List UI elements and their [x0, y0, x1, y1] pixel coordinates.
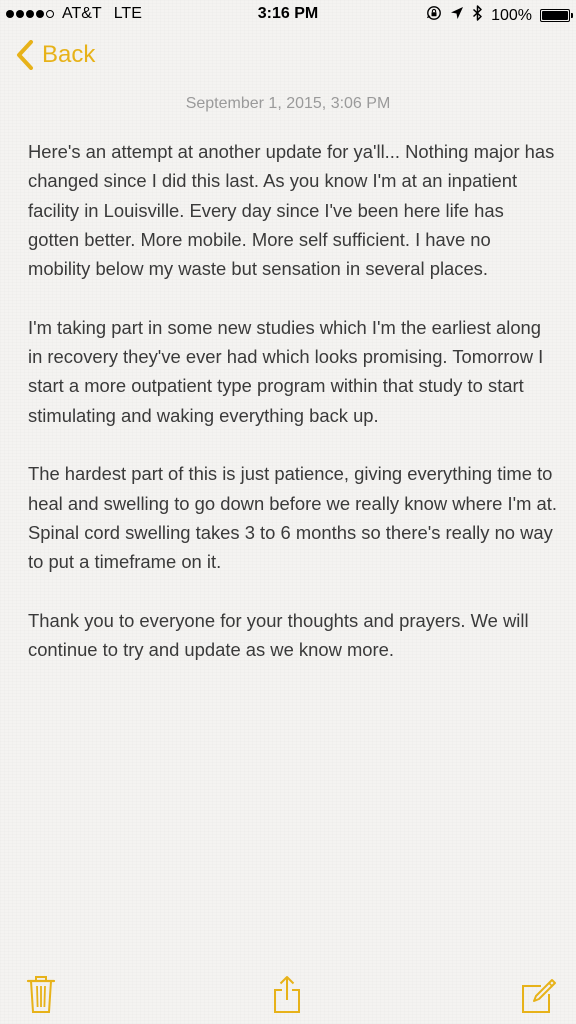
network-type: LTE [113, 5, 142, 22]
note-paragraph: Here's an attempt at another update for ya'll... Nothing major has changed since I did this last. As you know I'm at an inpatient facility in Louisville. Every day since I've been here life has gotten better. More mobile. More self sufficient. I have no mobility below my waste but sensation in several places. [28, 141, 555, 280]
note-paragraph: The hardest part of this is just patience, giving everything time to heal and swelling to go down before we really know where I'm at. Spinal cord swelling takes 3 to 6 months so there's really no way to put a timeframe on it. [28, 463, 557, 573]
status-time: 3:16 PM [257, 5, 319, 22]
note-paragraph: Thank you to everyone for your thoughts and prayers. We will continue to try and update as we know more. [28, 609, 529, 661]
carrier-name: AT&T [62, 5, 102, 22]
status-right [426, 5, 570, 26]
note-paragraph: I'm taking part in some new studies which I'm the earliest along in recovery they've ever had which looks promising. Tomorrow I start a more outpatient type program within that study to start stimulating and waking everything back up. [28, 316, 544, 426]
battery-percent: 100% [491, 6, 532, 24]
bottom-toolbar [0, 968, 576, 1024]
trash-icon[interactable] [26, 974, 56, 1014]
back-button[interactable] [16, 40, 95, 70]
note-date: September 1, 2015, 3:06 PM [185, 95, 391, 112]
share-icon[interactable] [272, 974, 302, 1014]
location-icon [450, 6, 464, 25]
compose-icon[interactable] [520, 974, 556, 1014]
status-bar [0, 0, 576, 30]
bluetooth-icon [472, 5, 483, 26]
back-label: Back [42, 41, 96, 68]
chevron-left-icon [16, 40, 34, 70]
rotation-lock-icon [426, 5, 442, 26]
note-body[interactable] [28, 137, 558, 694]
battery-icon [540, 9, 570, 22]
